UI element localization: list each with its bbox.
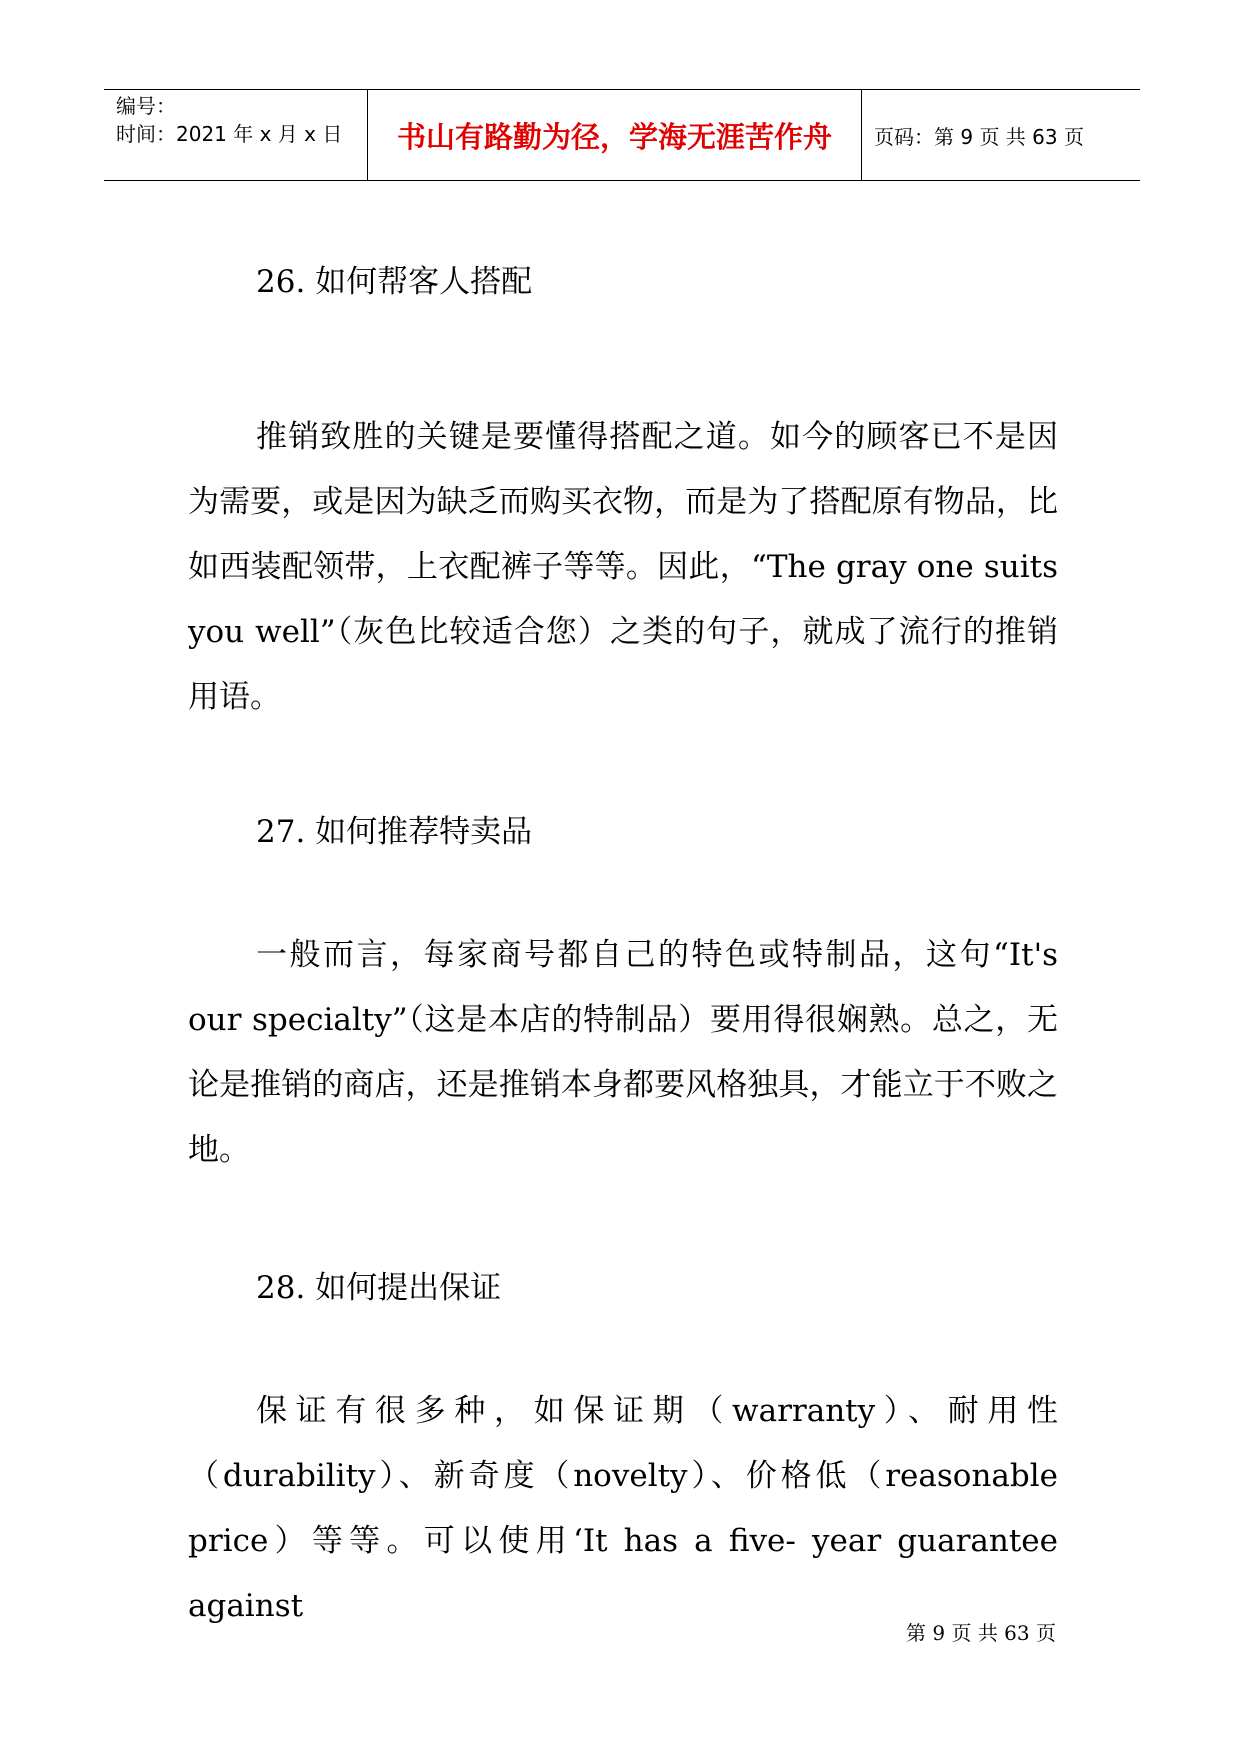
page-header xyxy=(104,89,1140,181)
section-paragraph-26: 推销致胜的关键是要懂得搭配之道。如今的顾客已不是因为需要，或是因为缺乏而购买衣物，而是为了搭配原有物品，比如西装配领带，上衣配裤子等等。因此，“The gray one suits you well”（灰色比较适合您）之类的句子，就成了流行的推销用语。 xyxy=(188,419,1058,715)
section-paragraph-28: 保证有很多种，如保证期（warranty）、耐用性（durability）、新奇度（novelty）、价格低（reasonable price）等等。可以使用‘It has a five- year guarantee against xyxy=(188,1393,1058,1624)
header-meta-cell xyxy=(104,90,368,180)
section-heading-28: 28. 如何提出保证 xyxy=(256,1270,502,1306)
header-motto: 书山有路勤为径，学海无涯苦作舟 xyxy=(368,90,862,180)
header-page-info: 页码：第 9 页 共 63 页 xyxy=(874,124,1084,149)
page-footer: 第 9 页 共 63 页 xyxy=(906,1621,1056,1645)
document-id-label: 编号： xyxy=(116,94,176,118)
section-heading-26: 26. 如何帮客人搭配 xyxy=(256,264,533,300)
document-time-label: 时间：2021 年 x 月 x 日 xyxy=(116,122,343,146)
section-paragraph-27: 一般而言，每家商号都自己的特色或特制品，这句“It's our specialty”（这是本店的特制品）要用得很娴熟。总之，无论是推销的商店，还是推销本身都要风格独具，才能立于不败之地。 xyxy=(188,937,1058,1168)
section-heading-27: 27. 如何推荐特卖品 xyxy=(256,814,533,850)
